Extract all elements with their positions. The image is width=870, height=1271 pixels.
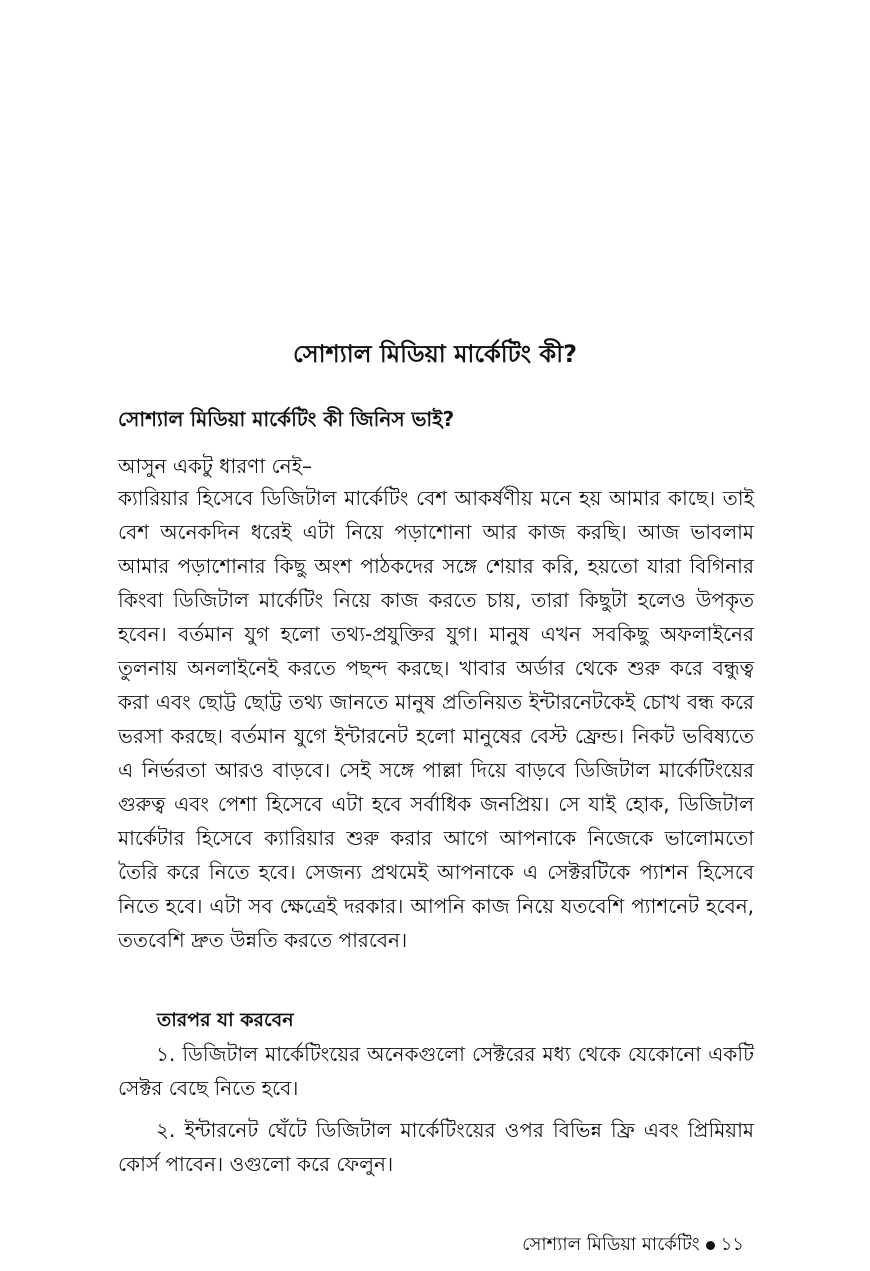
body-paragraph: ক্যারিয়ার হিসেবে ডিজিটাল মার্কেটিং বেশ আকর্ষণীয় মনে হয় আমার কাছে। তাই বেশ অনেকদিন ধরেই এটা নিয়ে পড়াশোনা আর কাজ করছি। আজ ভাবলাম আমার পড়াশোনার কিছু অংশ পাঠকদের সঙ্গে শেয়ার করি, হয়তো যারা বিগিনার কিংবা ডিজিটাল মার্কেটিং নিয়ে কাজ করতে চায়, তারা কিছুটা হলেও উপকৃত হবেন। বর্তমান যুগ হলো তথ্য-প্রযুক্তির যুগ। মানুষ এখন সবকিছু অফলাইনের তুলনায় অনলাইনেই করতে পছন্দ করছে। খাবার অর্ডার থেকে শুরু করে বন্ধুত্ব করা এবং ছোট্ট ছোট্ট তথ্য জানতে মানুষ প্রতিনিয়ত ইন্টারনেটকেই চোখ বন্ধ করে ভরসা করছে। বর্তমান যুগে ইন্টারনেট হলো মানুষের বেস্ট ফ্রেন্ড। নিকট ভবিষ্যতে এ নির্ভরতা আরও বাড়বে। সেই সঙ্গে পাল্লা দিয়ে বাড়বে ডিজিটাল মার্কেটিংয়ের গুরুত্ব এবং পেশা হিসেবে এটা হবে সর্বাধিক জনপ্রিয়। সে যাই হোক, ডিজিটাল মার্কেটার হিসেবে ক্যারিয়ার শুরু করার আগে আপনাকে নিজেকে ভালোমতো তৈরি করে নিতে হবে। সেজন্য প্রথমেই আপনাকে এ সেক্টরটিকে প্যাশন হিসেবে নিতে হবে। এটা সব ক্ষেত্রেই দরকার। আপনি কাজ নিয়ে যতবেশি প্যাশনেট হবেন, ততবেশি দ্রুত উন্নতি করতে পারবেন।	[118, 486, 754, 952]
page-footer	[522, 1232, 744, 1258]
list-item: ২. ইন্টারনেট ঘেঁটে ডিজিটাল মার্কেটিংয়ের ওপর বিভিন্ন ফ্রি এবং প্রিমিয়াম কোর্স পাবেন। ওগুলো করে ফেলুন।	[118, 1118, 754, 1176]
running-title: সোশ্যাল মিডিয়া মার্কেটিং	[522, 1234, 700, 1255]
section-heading: সোশ্যাল মিডিয়া মার্কেটিং কী জিনিস ভাই?	[118, 407, 455, 431]
intro-line: আসুন একটু ধারণা নেই–	[118, 454, 313, 478]
subheading: তারপর যা করবেন	[157, 1009, 294, 1031]
chapter-title: সোশ্যাল মিডিয়া মার্কেটিং কী?	[292, 340, 577, 368]
page-number: ১১	[720, 1234, 744, 1255]
list-item: ১. ডিজিটাল মার্কেটিংয়ের অনেকগুলো সেক্টরের মধ্য থেকে যেকোনো একটি সেক্টর বেছে নিতে হবে।	[118, 1042, 754, 1100]
bullet-dot-icon	[706, 1241, 715, 1250]
